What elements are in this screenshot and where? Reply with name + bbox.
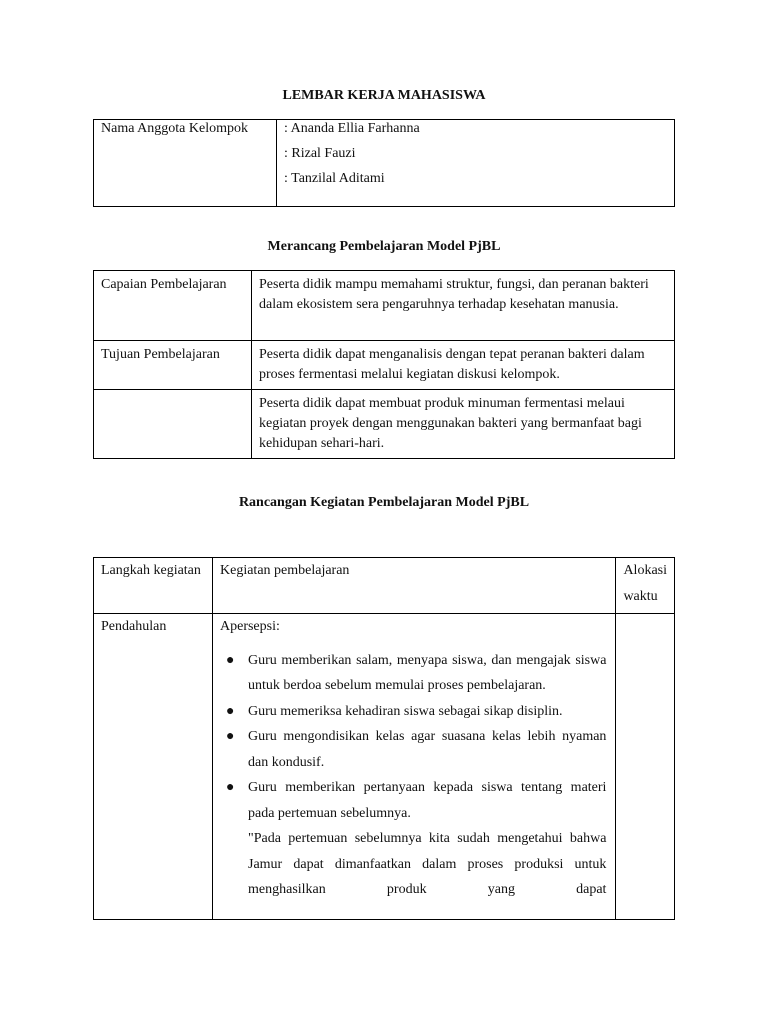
section-title-activities: Rancangan Kegiatan Pembelajaran Model PjBL (238, 495, 530, 510)
design-label-cell (94, 390, 252, 459)
header-cell (616, 558, 675, 614)
table-row (94, 614, 675, 920)
group-label: Nama Anggota Kelompok (101, 121, 248, 136)
list-item-text: Guru memberikan pertanyaan kepada siswa tentang materi pada pertemuan sebelumnya. (248, 780, 607, 821)
bullet-icon: ● (226, 729, 235, 744)
activity-quote: "Pada pertemuan sebelumnya kita sudah mengetahui bahwa Jamur dapat dimanfaatkan dalam proses produksi untuk menghasilkan produk yang dapat (248, 831, 607, 897)
member-2: : Rizal Fauzi (284, 146, 356, 161)
header-step: Langkah kegiatan (101, 563, 201, 578)
list-item (220, 775, 606, 826)
group-members-cell (277, 120, 675, 207)
list-item (220, 648, 606, 699)
group-members-table (93, 119, 675, 207)
bullet-icon: ● (226, 780, 235, 795)
page-title: LEMBAR KERJA MAHASISWA (282, 88, 486, 103)
learning-design-table (93, 270, 675, 459)
step-label: Pendahulan (101, 619, 167, 634)
bullet-icon: ● (226, 703, 235, 719)
design-label (94, 390, 251, 398)
design-label: Tujuan Pembelajaran (101, 347, 220, 362)
list-item-text: Guru memberikan salam, menyapa siswa, dan mengajak siswa untuk berdoa sebelum memulai proses pembelajaran. (248, 652, 607, 693)
header-cell (213, 558, 616, 614)
design-text-cell (252, 341, 675, 390)
step-cell (94, 614, 213, 920)
group-label-cell (94, 120, 277, 207)
design-text: Peserta didik mampu memahami struktur, fungsi, dan peranan bakteri dalam ekosistem sera pengaruhnya terhadap kesehatan manusia. (259, 277, 649, 312)
time-value (616, 614, 674, 622)
bullet-icon: ● (226, 652, 235, 668)
activity-cell (213, 614, 616, 920)
design-text-cell (252, 390, 675, 459)
activity-heading: Apersepsi: (220, 619, 280, 634)
header-time: Alokasi waktu (623, 563, 667, 604)
design-label: Capaian Pembelajaran (101, 277, 227, 292)
activities-table (93, 557, 675, 920)
section-title-design: Merancang Pembelajaran Model PjBL (267, 239, 501, 254)
list-item-text: Guru mengondisikan kelas agar suasana kelas lebih nyaman dan kondusif. (248, 729, 607, 770)
design-text: Peserta didik dapat menganalisis dengan tepat peranan bakteri dalam proses fermentasi melalui kegiatan diskusi kelompok. (259, 347, 645, 382)
table-row (94, 341, 675, 390)
design-text-cell (252, 271, 675, 341)
member-1: : Ananda Ellia Farhanna (284, 121, 420, 136)
list-item-text: Guru memeriksa kehadiran siswa sebagai sikap disiplin. (248, 703, 563, 719)
list-item (220, 699, 606, 725)
activity-list (220, 648, 606, 827)
design-label-cell (94, 341, 252, 390)
table-row (94, 271, 675, 341)
table-row (94, 390, 675, 459)
header-activity: Kegiatan pembelajaran (220, 563, 350, 578)
design-label-cell (94, 271, 252, 341)
member-3: : Tanzilal Aditami (284, 171, 385, 186)
table-header-row (94, 558, 675, 614)
time-cell (616, 614, 675, 920)
list-item (220, 724, 606, 775)
design-text: Peserta didik dapat membuat produk minuman fermentasi melaui kegiatan proyek dengan menggunakan bakteri yang bermanfaat bagi kehidupan sehari-hari. (259, 396, 642, 451)
header-cell (94, 558, 213, 614)
